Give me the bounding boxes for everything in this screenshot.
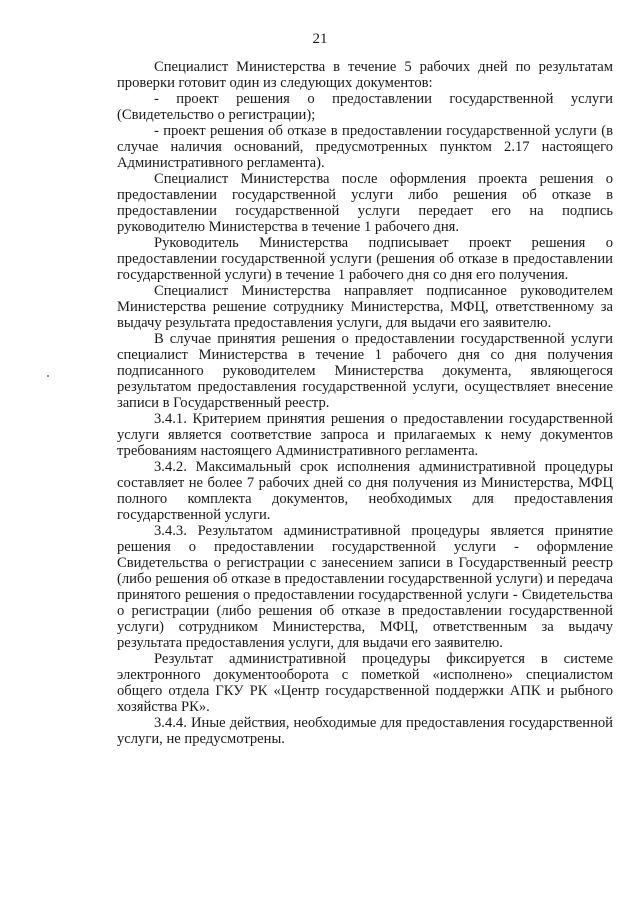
scan-speck xyxy=(47,375,49,377)
page-number: 21 xyxy=(312,31,328,47)
document-body xyxy=(117,59,613,747)
paragraph-3-4-2: 3.4.2. Максимальный срок исполнения административной процедуры составляет не более 7 рабочих дней со дня получения из Министерства, МФЦ полного комплекта документов, необходимых для предоставления государственной услуги. xyxy=(117,459,613,523)
paragraph-head-signs: Руководитель Министерства подписывает проект решения о предоставлении государственной услуги (решения об отказе в предоставлении государственной услуги) в течение 1 рабочего дня со дня его получения. xyxy=(117,235,613,283)
list-item-approval-draft: - проект решения о предоставлении государственной услуги (Свидетельство о регистрации); xyxy=(117,91,613,123)
paragraph-specialist-prepares: Специалист Министерства в течение 5 рабочих дней по результатам проверки готовит один из следующих документов: xyxy=(117,59,613,91)
paragraph-registry-entry: В случае принятия решения о предоставлении государственной услуги специалист Министерства в течение 1 рабочего дня со дня получения подписанного руководителем Министерства документа, являющегося результатом предоставления государственной услуги, осуществляет внесение записи в Государственный реестр. xyxy=(117,331,613,411)
paragraph-result-recorded: Результат административной процедуры фиксируется в системе электронного документооборота с пометкой «исполнено» специалистом общего отдела ГКУ РК «Центр государственной поддержки АПК и рыбного хозяйства РК». xyxy=(117,651,613,715)
paragraph-3-4-3: 3.4.3. Результатом административной процедуры является принятие решения о предоставлении государственной услуги - оформление Свидетельства о регистрации с занесением записи в Государственный реестр (либо решения об отказе в предоставлении государственной услуги) и передача принятого решения о предоставлении государственной услуги - Свидетельства о регистрации (либо решения об отказе в предоставлении государственной услуги) сотрудником Министерства, МФЦ, ответственным за выдачу результата предоставления услуги, для выдачи его заявителю. xyxy=(117,523,613,651)
paragraph-3-4-4: 3.4.4. Иные действия, необходимые для предоставления государственной услуги, не предусмотрены. xyxy=(117,715,613,747)
list-item-refusal-draft: - проект решения об отказе в предоставлении государственной услуги (в случае наличия оснований, предусмотренных пунктом 2.17 настоящего Административного регламента). xyxy=(117,123,613,171)
paragraph-submit-for-signature: Специалист Министерства после оформления проекта решения о предоставлении государственной услуги либо решения об отказе в предоставлении государственной услуги передает его на подпись руководителю Министерства в течение 1 рабочего дня. xyxy=(117,171,613,235)
paragraph-3-4-1: 3.4.1. Критерием принятия решения о предоставлении государственной услуги является соответствие запроса и прилагаемых к нему документов требованиям настоящего Административного регламента. xyxy=(117,411,613,459)
paragraph-forward-decision: Специалист Министерства направляет подписанное руководителем Министерства решение сотруднику Министерства, МФЦ, ответственному за выдачу результата предоставления услуги, для выдачи его заявителю. xyxy=(117,283,613,331)
